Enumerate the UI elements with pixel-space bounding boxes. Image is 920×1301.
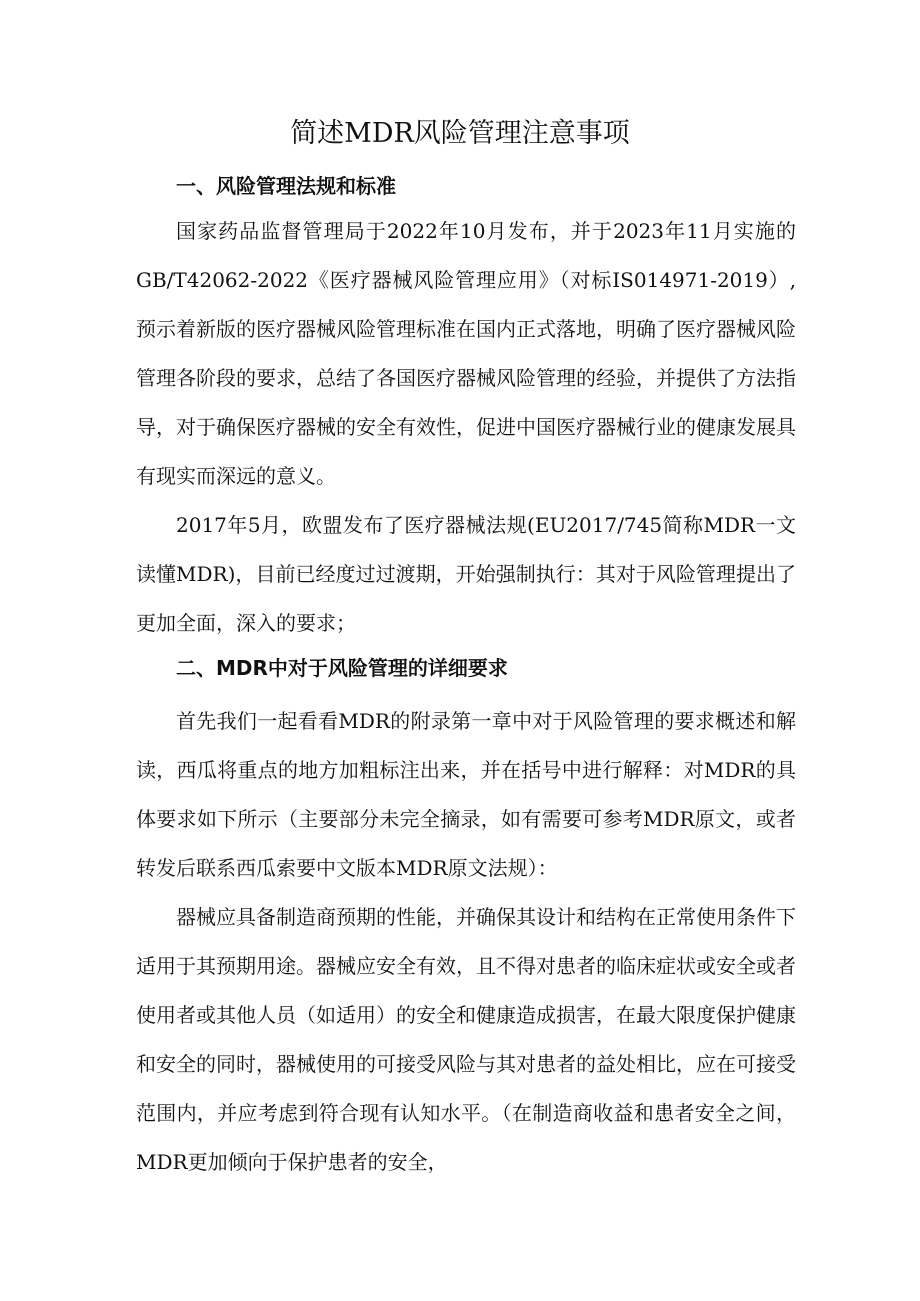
paragraph-nmpa-standard: 国家药品监督管理局于2022年10月发布，并于2023年11月实施的GB/T42062-2022《医疗器械风险管理应用》（对标IS014971-2019）,预示着新版的医疗器械风险管理标准在国内正式落地，明确了医疗器械风险管理各阶段的要求，总结了各国医疗器械风险管理的经验，并提供了方法指导，对于确保医疗器械的安全有效性，促进中国医疗器械行业的健康发展具有现实而深远的意义。 bbox=[136, 219, 796, 488]
section-heading-mdr-requirements: 二、MDR中对于风险管理的详细要求 bbox=[176, 656, 508, 680]
paragraph-device-performance: 器械应具备制造商预期的性能，并确保其设计和结构在正常使用条件下适用于其预期用途。器械应安全有效，且不得对患者的临床症状或安全或者使用者或其他人员（如适用）的安全和健康造成损害，在最大限度保护健康和安全的同时，器械使用的可接受风险与其对患者的益处相比，应在可接受范围内，并应考虑到符合现有认知水平。（在制造商收益和患者安全之间，MDR更加倾向于保护患者的安全， bbox=[136, 905, 796, 1174]
section-heading-regulations: 一、风险管理法规和标准 bbox=[176, 174, 396, 198]
document-title: 简述MDR风险管理注意事项 bbox=[290, 118, 630, 149]
paragraph-eu-mdr: 2017年5月，欧盟发布了医疗器械法规(EU2017/745简称MDR一文读懂MDR)，目前已经度过过渡期，开始强制执行：其对于风险管理提出了更加全面，深入的要求； bbox=[136, 513, 796, 635]
paragraph-annex-overview: 首先我们一起看看MDR的附录第一章中对于风险管理的要求概述和解读，西瓜将重点的地方加粗标注出来，并在括号中进行解释：对MDR的具体要求如下所示（主要部分未完全摘录，如有需要可参考MDR原文，或者转发后联系西瓜索要中文版本MDR原文法规）： bbox=[136, 709, 796, 880]
